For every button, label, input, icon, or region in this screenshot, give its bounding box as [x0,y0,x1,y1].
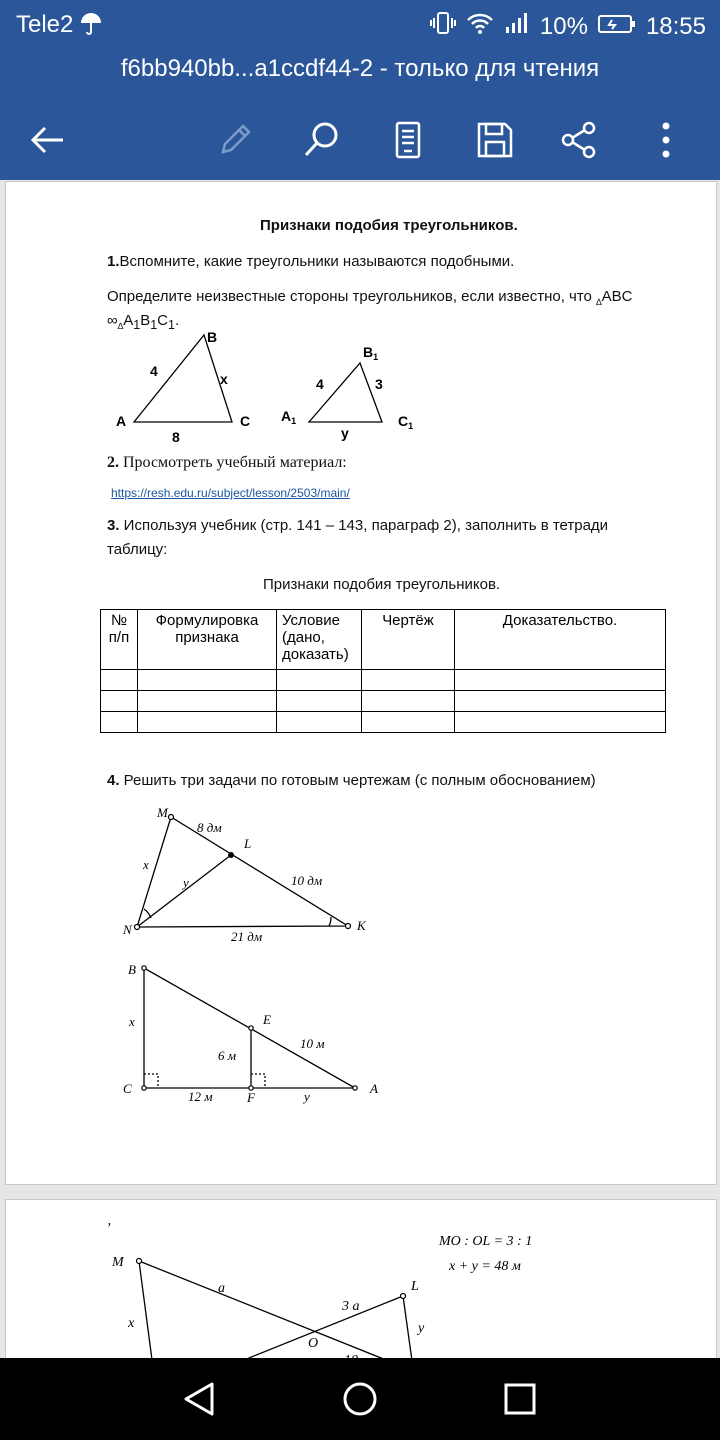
segment-nk: 21 дм [231,929,263,944]
task-1-number: 1. [107,253,120,270]
header-number: № п/п [101,610,138,670]
table-title: Признаки подобия треугольников. [263,576,501,593]
clock: 18:55 [645,12,706,40]
task-4-number: 4. [107,772,120,789]
segment-mo: a [218,1281,225,1296]
label-c: C [240,413,251,429]
doc-heading: Признаки подобия треугольников. [260,217,518,234]
segment-x: x [143,857,149,872]
task-1-line-2: Определите неизвестные стороны треугольников, если известно, что $_\Delta$ABC [107,288,633,307]
save-icon[interactable] [470,115,520,165]
point-n: N [123,922,132,937]
carrier-label: Tele2 [16,11,74,38]
recents-nav-icon[interactable] [495,1374,545,1424]
share-icon[interactable] [554,115,604,165]
triangle-abc-label: ABC [601,288,633,305]
side-ac: 8 [172,429,180,445]
vibrate-icon [430,11,456,42]
task-4-text: Решить три задачи по готовым чертежам (с полным обоснованием) [119,772,596,789]
reading-mode-icon[interactable] [383,115,433,165]
status-bar [0,0,720,50]
point-c: C [123,1081,132,1096]
task-1-line [107,253,514,270]
task-1-line-3: $\infty_\Delta A_1B_1C_1$. [107,312,180,332]
point-m: M [157,805,168,820]
header-formulation: Формулировка признака [138,610,277,670]
point-l2: L [411,1279,419,1294]
task-3-line [107,517,608,534]
label-b1: $B_1$ [363,344,379,362]
side-ab: 4 [150,363,158,379]
task-3-number: 3. [107,517,120,534]
resh-link[interactable]: https://resh.edu.ru/subject/lesson/2503/main/ [111,486,350,500]
apostrophe-mark: ’ [106,1221,111,1236]
given-sum: x + y = 48 м [449,1259,521,1274]
triangles-figure [106,322,436,447]
signal-icon [504,11,530,42]
similarity-sign: ∞ [107,312,118,329]
side-a1c1: y [341,425,349,441]
point-l: L [244,836,252,851]
search-icon[interactable] [297,115,347,165]
given-ratio: MO : OL = 3 : 1 [439,1234,533,1249]
back-arrow-icon[interactable] [22,115,72,165]
task-3-text-2: таблицу: [107,541,168,558]
segment-ef: 6 м [218,1048,237,1063]
segment-ol: 3 a [342,1299,360,1314]
label-a: A [116,413,127,429]
label-c1: $C_1$ [398,413,414,431]
signs-table [100,609,666,733]
segment-lk: 10 дм [291,873,323,888]
table-row [101,712,666,733]
figure-mnk [111,802,391,952]
task-3-text: Используя учебник (стр. 141 – 143, параграф 2), заполнить в тетради [119,517,609,534]
segment-x2: x [128,1316,135,1331]
battery-icon [598,13,636,41]
wifi-icon [466,11,494,42]
label-a1: $A_1$ [281,408,297,426]
header-drawing: Чертёж [362,610,455,670]
toolbar [0,105,720,165]
task-1-text-2: Определите неизвестные стороны треугольников, если известно, что [107,288,592,305]
segment-y: y [183,875,189,890]
pencil-icon[interactable] [210,115,260,165]
task-2-line [107,454,347,472]
task-2-number: 2. [107,454,119,471]
label-b: B [207,329,218,345]
segment-ml: 8 дм [197,820,222,835]
figure-bca [116,960,386,1105]
document-title: f6bb940bb...a1ccdf44-2 - только для чтения [120,55,600,82]
point-b: B [128,962,136,977]
header-proof: Доказательство. [455,610,666,670]
point-o: O [308,1336,319,1351]
task-2-text: Просмотреть учебный материал: [119,454,347,471]
document-page-1 [5,181,717,1185]
point-a: A [370,1081,378,1096]
task-4-line [107,772,596,789]
segment-cf: 12 м [188,1089,213,1104]
task-1-text: Вспомните, какие треугольники называются подобными. [119,253,515,270]
segment-fa-y: y [304,1089,310,1104]
segment-bc-x: x [129,1014,135,1029]
side-a1b1: 4 [316,376,324,392]
triangle-a1b1c1 [309,363,382,422]
home-nav-icon[interactable] [335,1374,385,1424]
point-e: E [263,1012,271,1027]
more-icon[interactable] [641,115,691,165]
table-row [101,670,666,691]
app-bar [0,0,720,180]
side-b1c1: 3 [375,376,383,392]
side-bc: x [220,371,228,387]
triangle-abc [134,335,232,422]
point-f: F [247,1090,255,1105]
table-row [101,691,666,712]
table-header-row [101,610,666,670]
segment-ea: 10 м [300,1036,325,1051]
battery-percent: 10% [539,12,588,40]
umbrella-icon [80,12,102,41]
point-k: K [357,918,366,933]
segment-y2: y [418,1321,425,1336]
point-m2: M [112,1255,124,1270]
back-nav-icon[interactable] [175,1374,225,1424]
header-condition: Условие (дано, доказать) [277,610,362,670]
system-nav-bar [0,1358,720,1440]
